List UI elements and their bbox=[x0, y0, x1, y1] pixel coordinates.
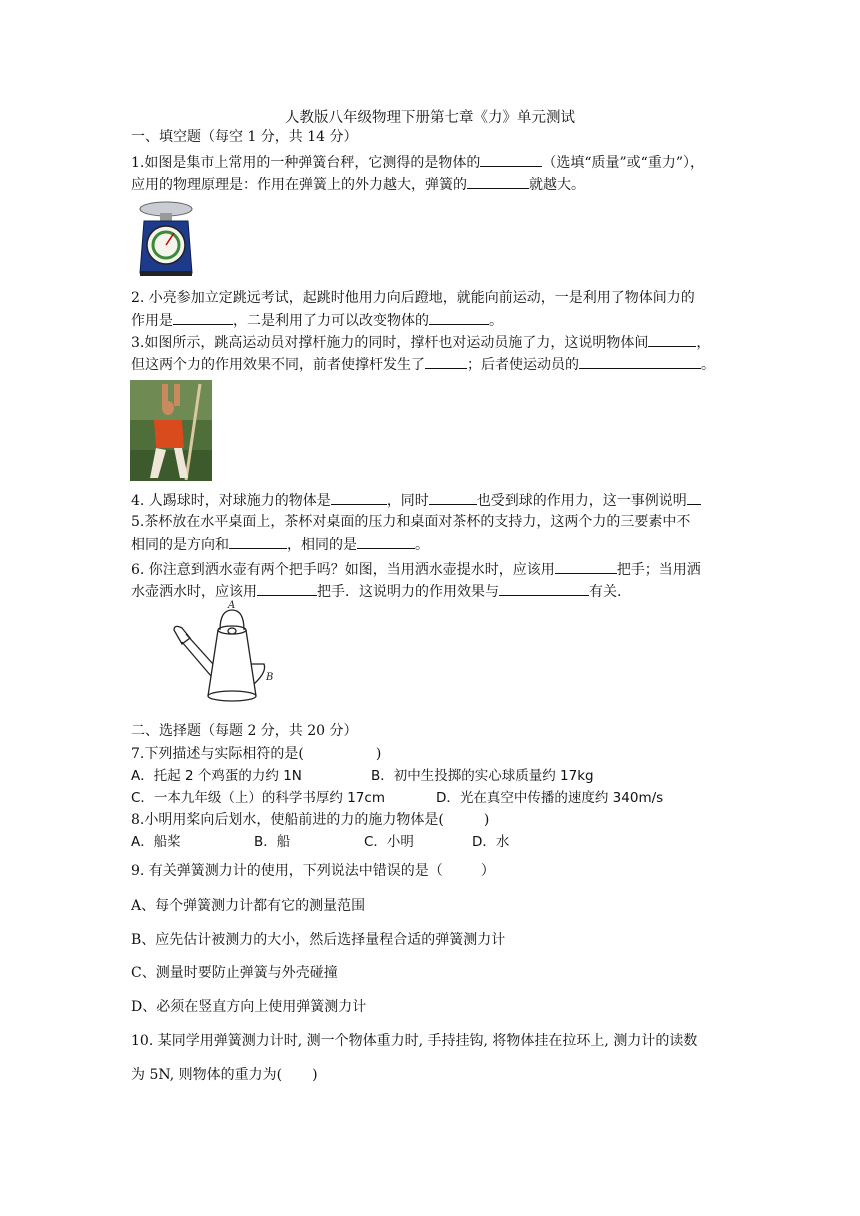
q5-line2: 相同的是方向和 ，相同的是 。 bbox=[131, 534, 429, 555]
q6-line2: 水壶洒水时，应该用 把手．这说明力的作用效果与 有关. bbox=[131, 581, 621, 602]
q1-line2: 应用的物理原理是：作用在弹簧上的外力越大，弹簧的 就越大。 bbox=[131, 174, 585, 195]
pole-vault-photo bbox=[130, 380, 212, 481]
answer-blank[interactable] bbox=[555, 559, 617, 574]
answer-blank[interactable] bbox=[331, 490, 387, 505]
q9-option-c[interactable]: C、测量时要防止弹簧与外壳碰撞 bbox=[131, 965, 338, 981]
q8-stem: 8.小明用桨向后划水，使船前进的力的施力物体是( ) bbox=[131, 812, 490, 828]
section2-heading: 二、选择题（每题 2 分，共 20 分） bbox=[131, 723, 358, 739]
q2-line1: 2. 小亮参加立定跳远考试，起跳时他用力向后蹬地，就能向前运动，一是利用了物体间力的 bbox=[131, 290, 695, 306]
q4-line: 4. 人踢球时，对球施力的物体是 ，同时 也受到球的作用力，这一事例说明 bbox=[131, 490, 701, 511]
q3-line1: 3.如图所示，跳高运动员对撑杆施力的同时，撑杆也对运动员施了力，这说明物体间 ， bbox=[131, 332, 710, 353]
q6-line1: 6. 你注意到洒水壶有两个把手吗？如图，当用洒水壶提水时，应该用 把手；当用洒 bbox=[131, 559, 701, 580]
answer-blank[interactable] bbox=[257, 581, 317, 596]
answer-blank[interactable] bbox=[357, 534, 415, 549]
label-a: A bbox=[228, 600, 236, 611]
q9-option-b[interactable]: B、应先估计被测力的大小，然后选择量程合适的弹簧测力计 bbox=[131, 932, 506, 948]
answer-blank[interactable] bbox=[429, 490, 477, 505]
page-title: 人教版八年级物理下册第七章《力》单元测试 bbox=[285, 110, 575, 126]
q7-option-c[interactable]: C．一本九年级（上）的科学书厚约 17cm bbox=[131, 790, 385, 806]
q9-stem: 9. 有关弹簧测力计的使用，下列说法中错误的是（ ） bbox=[131, 863, 495, 879]
q9-option-a[interactable]: A、每个弹簧测力计都有它的测量范围 bbox=[131, 898, 366, 914]
answer-blank[interactable] bbox=[648, 332, 696, 347]
section1-heading: 一、填空题（每空 1 分，共 14 分） bbox=[131, 129, 358, 145]
watering-can-diagram bbox=[160, 598, 280, 708]
q8-option-a[interactable]: A．船桨 bbox=[131, 834, 181, 850]
answer-blank[interactable] bbox=[480, 152, 542, 167]
answer-blank[interactable] bbox=[467, 174, 529, 189]
q7-stem: 7.下列描述与实际相符的是( ) bbox=[131, 746, 382, 762]
answer-blank[interactable] bbox=[173, 310, 233, 325]
spring-scale-image bbox=[134, 199, 198, 277]
q3-line2: 但这两个力的作用效果不同，前者使撑杆发生了 ；后者使运动员的 。 bbox=[131, 354, 715, 375]
q2-line2: 作用是 ，二是利用了力可以改变物体的 。 bbox=[131, 310, 503, 331]
q7-option-b[interactable]: B．初中生投掷的实心球质量约 17kg bbox=[371, 768, 594, 784]
answer-blank[interactable] bbox=[229, 534, 287, 549]
q5-line1: 5.茶杯放在水平桌面上，茶杯对桌面的压力和桌面对茶杯的支持力，这两个力的三要素中不 bbox=[131, 514, 691, 530]
q10-line2: 为 5N, 则物体的重力为( ) bbox=[131, 1067, 318, 1083]
q7-option-a[interactable]: A．托起 2 个鸡蛋的力约 1N bbox=[131, 768, 302, 784]
q10-line1: 10. 某同学用弹簧测力计时, 测一个物体重力时, 手持挂钩, 将物体挂在拉环上, 测力计的读数 bbox=[131, 1033, 698, 1049]
answer-blank[interactable] bbox=[429, 310, 489, 325]
label-b: B bbox=[266, 672, 274, 683]
answer-blank[interactable] bbox=[687, 490, 701, 505]
q8-option-b[interactable]: B．船 bbox=[254, 834, 291, 850]
answer-blank[interactable] bbox=[579, 354, 701, 369]
q1-line1: 1.如图是集市上常用的一种弹簧台秤，它测得的是物体的 （选填“质量”或“重力”）， bbox=[131, 152, 704, 173]
q8-option-d[interactable]: D．水 bbox=[472, 834, 510, 850]
answer-blank[interactable] bbox=[425, 354, 467, 369]
q8-option-c[interactable]: C．小明 bbox=[364, 834, 414, 850]
q7-option-d[interactable]: D．光在真空中传播的速度约 340m/s bbox=[436, 790, 664, 806]
q9-option-d[interactable]: D、必须在竖直方向上使用弹簧测力计 bbox=[131, 999, 367, 1015]
answer-blank[interactable] bbox=[499, 581, 589, 596]
